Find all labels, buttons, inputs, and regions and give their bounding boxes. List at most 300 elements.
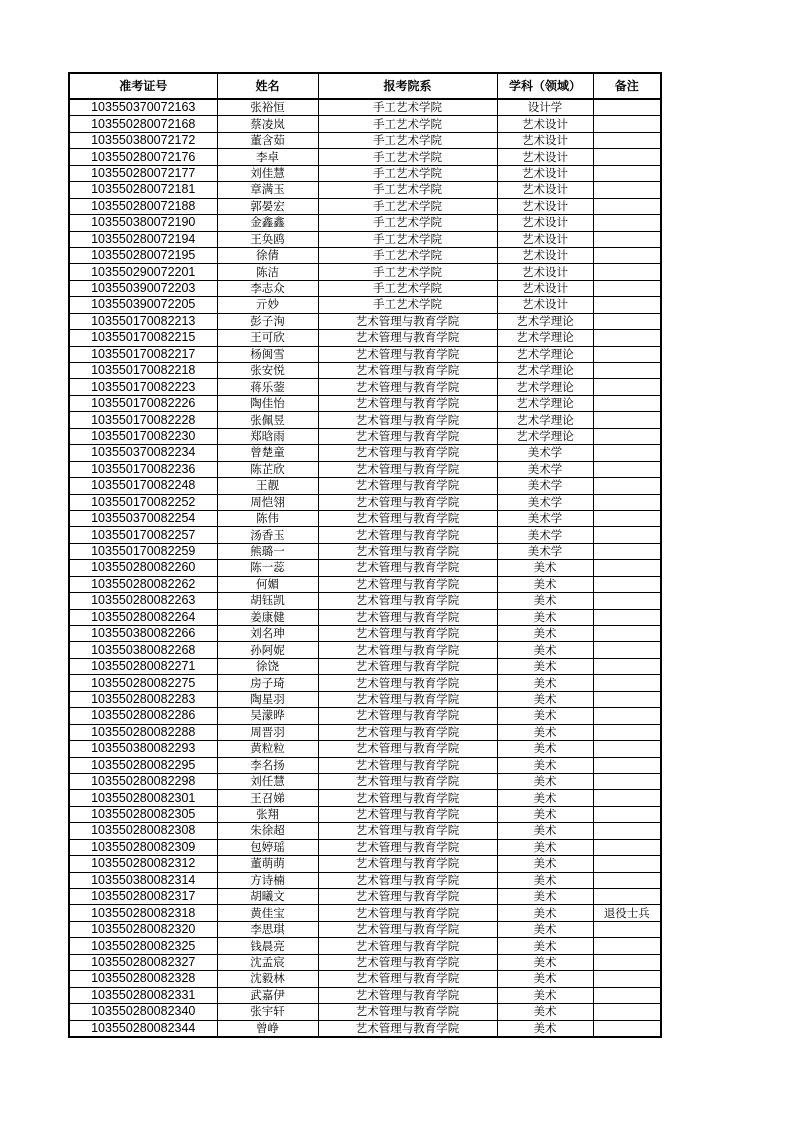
department-cell: 艺术管理与教育学院 [318,313,497,329]
exam-id-cell: 103550170082236 [69,461,217,477]
exam-id-cell: 103550290072201 [69,264,217,280]
name-cell: 王召娣 [217,790,318,806]
name-cell: 房子琦 [217,675,318,691]
table-row [69,363,661,379]
table-row [69,773,661,789]
exam-id-cell: 103550390072205 [69,297,217,313]
department-cell: 手工艺术学院 [318,198,497,214]
table-row [69,198,661,214]
exam-id-cell: 103550380072172 [69,132,217,148]
remark-cell [593,297,661,313]
department-cell: 艺术管理与教育学院 [318,708,497,724]
exam-id-cell: 103550380082268 [69,642,217,658]
admission-table [68,72,662,1038]
table-row [69,215,661,231]
subject-cell: 美术 [497,757,593,773]
department-cell: 艺术管理与教育学院 [318,363,497,379]
table-row [69,461,661,477]
name-cell: 董含茹 [217,132,318,148]
name-cell: 方诗楠 [217,872,318,888]
table-row [69,938,661,954]
exam-id-cell: 103550380082293 [69,741,217,757]
department-cell: 手工艺术学院 [318,264,497,280]
department-cell: 艺术管理与教育学院 [318,658,497,674]
department-cell: 艺术管理与教育学院 [318,527,497,543]
name-cell: 何媚 [217,576,318,592]
remark-cell [593,116,661,132]
subject-cell: 艺术学理论 [497,428,593,444]
table-row [69,856,661,872]
remark-cell: 退役士兵 [593,905,661,921]
remark-cell [593,478,661,494]
department-cell: 艺术管理与教育学院 [318,576,497,592]
name-cell: 胡曦文 [217,889,318,905]
name-cell: 钱晨亮 [217,938,318,954]
exam-id-cell: 103550280082340 [69,1004,217,1020]
department-cell: 艺术管理与教育学院 [318,872,497,888]
department-cell: 艺术管理与教育学院 [318,330,497,346]
remark-cell [593,675,661,691]
subject-cell: 美术 [497,856,593,872]
name-cell: 王奂鸥 [217,231,318,247]
header-row [69,73,661,99]
subject-cell: 美术 [497,691,593,707]
department-cell: 手工艺术学院 [318,116,497,132]
name-cell: 汤香玉 [217,527,318,543]
department-cell: 艺术管理与教育学院 [318,921,497,937]
exam-id-cell: 103550280082298 [69,773,217,789]
department-cell: 手工艺术学院 [318,165,497,181]
remark-cell [593,790,661,806]
department-cell: 手工艺术学院 [318,182,497,198]
name-cell: 王可欣 [217,330,318,346]
department-cell: 艺术管理与教育学院 [318,724,497,740]
name-cell: 陶佳怡 [217,395,318,411]
table-row [69,593,661,609]
col-header-remark: 备注 [593,73,661,99]
exam-id-cell: 103550280082309 [69,839,217,855]
department-cell: 艺术管理与教育学院 [318,445,497,461]
remark-cell [593,363,661,379]
name-cell: 陈芷欣 [217,461,318,477]
remark-cell [593,149,661,165]
table-row [69,806,661,822]
subject-cell: 美术学 [497,543,593,559]
department-cell: 艺术管理与教育学院 [318,1020,497,1037]
table-row [69,905,661,921]
name-cell: 张安悦 [217,363,318,379]
remark-cell [593,1004,661,1020]
table-row [69,478,661,494]
department-cell: 艺术管理与教育学院 [318,609,497,625]
subject-cell: 艺术设计 [497,182,593,198]
table-row [69,790,661,806]
remark-cell [593,264,661,280]
table-row [69,445,661,461]
table-row [69,658,661,674]
remark-cell [593,889,661,905]
subject-cell: 美术 [497,773,593,789]
subject-cell: 设计学 [497,99,593,116]
department-cell: 艺术管理与教育学院 [318,773,497,789]
remark-cell [593,987,661,1003]
exam-id-cell: 103550280082286 [69,708,217,724]
subject-cell: 艺术设计 [497,132,593,148]
table-row [69,510,661,526]
table-row [69,971,661,987]
subject-cell: 艺术设计 [497,215,593,231]
exam-id-cell: 103550170082213 [69,313,217,329]
name-cell: 陈洁 [217,264,318,280]
subject-cell: 艺术设计 [497,247,593,263]
exam-id-cell: 103550170082252 [69,494,217,510]
subject-cell: 美术学 [497,527,593,543]
department-cell: 艺术管理与教育学院 [318,478,497,494]
remark-cell [593,313,661,329]
table-row [69,691,661,707]
name-cell: 黄粒粒 [217,741,318,757]
name-cell: 姜康健 [217,609,318,625]
subject-cell: 美术 [497,823,593,839]
exam-id-cell: 103550280082271 [69,658,217,674]
table-row [69,987,661,1003]
remark-cell [593,395,661,411]
subject-cell: 美术 [497,626,593,642]
table-body [69,99,661,1037]
exam-id-cell: 103550280082305 [69,806,217,822]
exam-id-cell: 103550380082266 [69,626,217,642]
subject-cell: 美术学 [497,461,593,477]
subject-cell: 美术 [497,724,593,740]
name-cell: 金鑫鑫 [217,215,318,231]
table-row [69,313,661,329]
name-cell: 周晋羽 [217,724,318,740]
remark-cell [593,412,661,428]
remark-cell [593,461,661,477]
exam-id-cell: 103550170082248 [69,478,217,494]
remark-cell [593,658,661,674]
department-cell: 手工艺术学院 [318,247,497,263]
name-cell: 沈毅林 [217,971,318,987]
exam-id-cell: 103550280082317 [69,889,217,905]
subject-cell: 艺术学理论 [497,313,593,329]
subject-cell: 艺术设计 [497,280,593,296]
subject-cell: 艺术设计 [497,165,593,181]
table-row [69,576,661,592]
exam-id-cell: 103550170082218 [69,363,217,379]
table-row [69,872,661,888]
table-row [69,839,661,855]
table-row [69,954,661,970]
name-cell: 李名扬 [217,757,318,773]
subject-cell: 美术 [497,593,593,609]
department-cell: 手工艺术学院 [318,280,497,296]
name-cell: 徐倩 [217,247,318,263]
remark-cell [593,198,661,214]
department-cell: 艺术管理与教育学院 [318,675,497,691]
department-cell: 艺术管理与教育学院 [318,543,497,559]
name-cell: 章满玉 [217,182,318,198]
name-cell: 孙阿妮 [217,642,318,658]
table-row [69,132,661,148]
exam-id-cell: 103550380082314 [69,872,217,888]
name-cell: 陈一蕊 [217,560,318,576]
name-cell: 董萌萌 [217,856,318,872]
department-cell: 艺术管理与教育学院 [318,757,497,773]
remark-cell [593,626,661,642]
department-cell: 手工艺术学院 [318,149,497,165]
table-row [69,626,661,642]
remark-cell [593,954,661,970]
name-cell: 熊璐一 [217,543,318,559]
table-row [69,149,661,165]
department-cell: 艺术管理与教育学院 [318,856,497,872]
department-cell: 艺术管理与教育学院 [318,889,497,905]
table-row [69,346,661,362]
department-cell: 艺术管理与教育学院 [318,823,497,839]
name-cell: 刘任慧 [217,773,318,789]
name-cell: 徐饶 [217,658,318,674]
exam-id-cell: 103550280082260 [69,560,217,576]
name-cell: 李卓 [217,149,318,165]
department-cell: 艺术管理与教育学院 [318,379,497,395]
subject-cell: 美术 [497,1004,593,1020]
remark-cell [593,165,661,181]
table-row [69,1020,661,1037]
remark-cell [593,428,661,444]
remark-cell [593,543,661,559]
exam-id-cell: 103550280082328 [69,971,217,987]
exam-id-cell: 103550280082263 [69,593,217,609]
exam-id-cell: 103550280082318 [69,905,217,921]
exam-id-cell: 103550380072190 [69,215,217,231]
name-cell: 曾楚童 [217,445,318,461]
exam-id-cell: 103550280082262 [69,576,217,592]
table-row [69,99,661,116]
remark-cell [593,379,661,395]
remark-cell [593,280,661,296]
remark-cell [593,872,661,888]
subject-cell: 艺术学理论 [497,330,593,346]
subject-cell: 美术 [497,560,593,576]
remark-cell [593,1020,661,1037]
table-row [69,264,661,280]
department-cell: 艺术管理与教育学院 [318,790,497,806]
col-header-name: 姓名 [217,73,318,99]
remark-cell [593,510,661,526]
remark-cell [593,938,661,954]
remark-cell [593,247,661,263]
remark-cell [593,132,661,148]
department-cell: 艺术管理与教育学院 [318,494,497,510]
subject-cell: 艺术设计 [497,264,593,280]
table-row [69,560,661,576]
table-row [69,527,661,543]
remark-cell [593,330,661,346]
remark-cell [593,576,661,592]
department-cell: 手工艺术学院 [318,297,497,313]
remark-cell [593,231,661,247]
name-cell: 黄佳宝 [217,905,318,921]
remark-cell [593,445,661,461]
department-cell: 手工艺术学院 [318,132,497,148]
table-row [69,823,661,839]
remark-cell [593,215,661,231]
exam-id-cell: 103550280082331 [69,987,217,1003]
department-cell: 艺术管理与教育学院 [318,1004,497,1020]
remark-cell [593,839,661,855]
exam-id-cell: 103550390072203 [69,280,217,296]
name-cell: 刘佳慧 [217,165,318,181]
remark-cell [593,691,661,707]
subject-cell: 美术 [497,806,593,822]
name-cell: 亓妙 [217,297,318,313]
exam-id-cell: 103550280082283 [69,691,217,707]
department-cell: 艺术管理与教育学院 [318,626,497,642]
exam-id-cell: 103550170082215 [69,330,217,346]
remark-cell [593,609,661,625]
department-cell: 艺术管理与教育学院 [318,642,497,658]
subject-cell: 艺术学理论 [497,363,593,379]
exam-id-cell: 103550280072194 [69,231,217,247]
exam-id-cell: 103550280082320 [69,921,217,937]
department-cell: 艺术管理与教育学院 [318,938,497,954]
name-cell: 张佩昱 [217,412,318,428]
subject-cell: 艺术学理论 [497,395,593,411]
remark-cell [593,182,661,198]
department-cell: 艺术管理与教育学院 [318,839,497,855]
name-cell: 王靓 [217,478,318,494]
exam-id-cell: 103550280082327 [69,954,217,970]
col-header-exam-id: 准考证号 [69,73,217,99]
exam-id-cell: 103550170082230 [69,428,217,444]
department-cell: 艺术管理与教育学院 [318,428,497,444]
exam-id-cell: 103550280082295 [69,757,217,773]
exam-id-cell: 103550170082228 [69,412,217,428]
table-row [69,642,661,658]
name-cell: 朱徐超 [217,823,318,839]
department-cell: 手工艺术学院 [318,99,497,116]
remark-cell [593,724,661,740]
exam-id-cell: 103550280082308 [69,823,217,839]
table-row [69,247,661,263]
name-cell: 包婷瑶 [217,839,318,855]
exam-id-cell: 103550170082259 [69,543,217,559]
remark-cell [593,593,661,609]
subject-cell: 艺术学理论 [497,412,593,428]
exam-id-cell: 103550170082217 [69,346,217,362]
name-cell: 吴濛晔 [217,708,318,724]
name-cell: 武嘉伊 [217,987,318,1003]
subject-cell: 美术 [497,658,593,674]
exam-id-cell: 103550170082226 [69,395,217,411]
department-cell: 艺术管理与教育学院 [318,905,497,921]
subject-cell: 艺术设计 [497,149,593,165]
table-row [69,609,661,625]
subject-cell: 美术 [497,938,593,954]
department-cell: 艺术管理与教育学院 [318,412,497,428]
subject-cell: 美术 [497,921,593,937]
table-row [69,543,661,559]
remark-cell [593,757,661,773]
exam-id-cell: 103550280082288 [69,724,217,740]
subject-cell: 艺术设计 [497,297,593,313]
exam-id-cell: 103550280072176 [69,149,217,165]
exam-id-cell: 103550280082264 [69,609,217,625]
exam-id-cell: 103550280072168 [69,116,217,132]
remark-cell [593,773,661,789]
remark-cell [593,346,661,362]
name-cell: 沈孟宸 [217,954,318,970]
name-cell: 胡钰凯 [217,593,318,609]
department-cell: 手工艺术学院 [318,215,497,231]
name-cell: 蒋乐蓥 [217,379,318,395]
subject-cell: 美术 [497,839,593,855]
col-header-department: 报考院系 [318,73,497,99]
exam-id-cell: 103550280082312 [69,856,217,872]
remark-cell [593,856,661,872]
name-cell: 周恺翎 [217,494,318,510]
department-cell: 艺术管理与教育学院 [318,806,497,822]
table-row [69,889,661,905]
table-row [69,1004,661,1020]
subject-cell: 美术 [497,609,593,625]
department-cell: 艺术管理与教育学院 [318,987,497,1003]
subject-cell: 艺术设计 [497,198,593,214]
name-cell: 张宇轩 [217,1004,318,1020]
remark-cell [593,806,661,822]
subject-cell: 美术 [497,1020,593,1037]
subject-cell: 艺术学理论 [497,379,593,395]
department-cell: 艺术管理与教育学院 [318,741,497,757]
table-row [69,724,661,740]
remark-cell [593,741,661,757]
subject-cell: 美术学 [497,445,593,461]
exam-id-cell: 103550280072195 [69,247,217,263]
name-cell: 杨闽雪 [217,346,318,362]
table-row [69,395,661,411]
table-row [69,708,661,724]
table-row [69,757,661,773]
exam-id-cell: 103550280072177 [69,165,217,181]
table-row [69,182,661,198]
subject-cell: 美术 [497,872,593,888]
exam-id-cell: 103550370082254 [69,510,217,526]
remark-cell [593,708,661,724]
name-cell: 彭子洵 [217,313,318,329]
table-row [69,428,661,444]
subject-cell: 美术学 [497,494,593,510]
subject-cell: 美术 [497,905,593,921]
department-cell: 艺术管理与教育学院 [318,461,497,477]
remark-cell [593,921,661,937]
name-cell: 张翔 [217,806,318,822]
remark-cell [593,560,661,576]
department-cell: 艺术管理与教育学院 [318,560,497,576]
table-row [69,921,661,937]
subject-cell: 美术 [497,576,593,592]
exam-id-cell: 103550280072188 [69,198,217,214]
subject-cell: 美术 [497,708,593,724]
table-row [69,741,661,757]
department-cell: 艺术管理与教育学院 [318,971,497,987]
table-row [69,330,661,346]
department-cell: 艺术管理与教育学院 [318,954,497,970]
department-cell: 艺术管理与教育学院 [318,395,497,411]
remark-cell [593,494,661,510]
remark-cell [593,971,661,987]
subject-cell: 美术 [497,954,593,970]
